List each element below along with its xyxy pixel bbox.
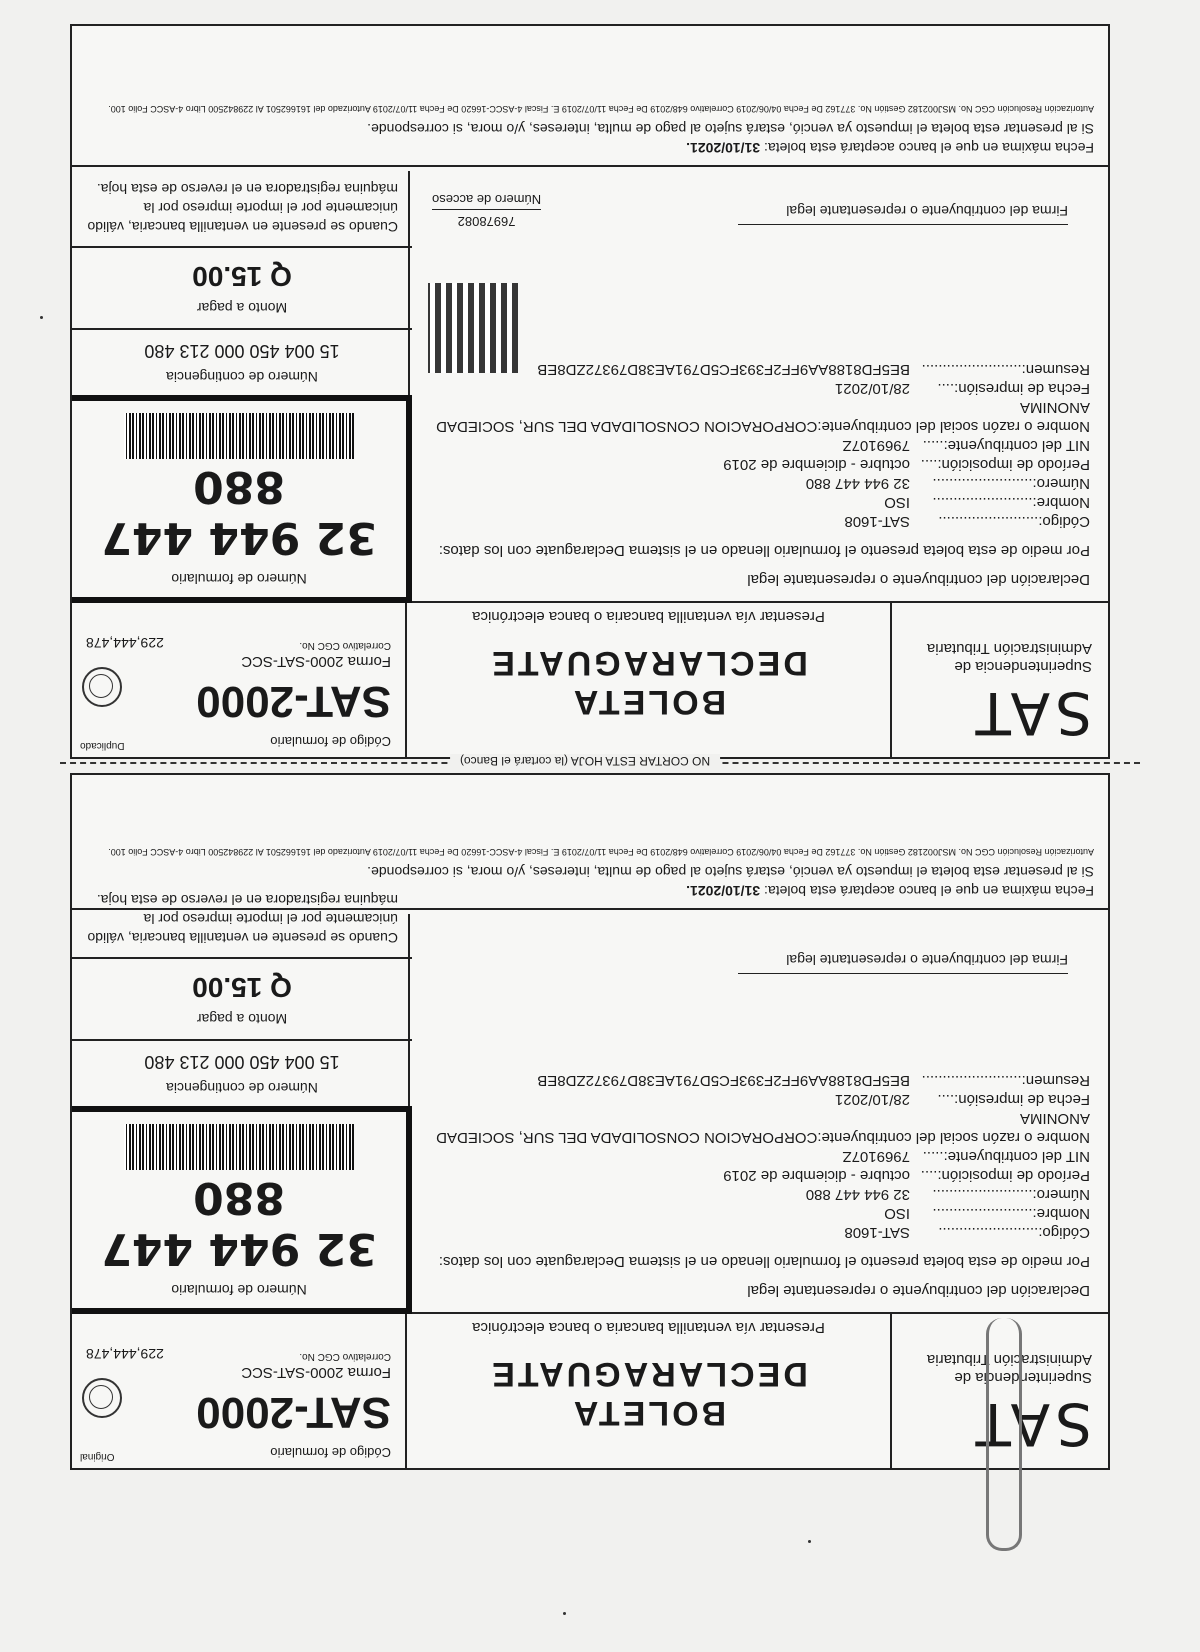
field-resumen: Resumen:........................ BE5FD8188AA9FF2F393FC5D791AE38D79372ZD8EB [537,1072,1090,1089]
boleta-duplicado [70,24,1110,759]
authority-block [890,603,1108,757]
form-number-label: Número de formulario [171,571,307,587]
form-number-box [72,395,412,603]
declaration-intro: Por medio de esta boleta presento el formulario llenado en el sistema Declaraguate con los datos: [438,542,1090,559]
contingency-label: Número de contingencia [166,1080,318,1096]
access-label: Número de acceso [432,190,541,210]
form-footer [72,838,1108,910]
deadline: Fecha máxima en que el banco aceptará esta boleta: 31/10/2021. [686,140,1094,156]
correlativo: Correlativo CGC No. 229,444,478 [86,635,391,651]
form-code-block [72,1314,405,1468]
sat-logo: SAT [971,1390,1092,1458]
copy-label: Duplicado [80,740,125,751]
form-number-label: Número de formulario [171,1282,307,1298]
dust-speck [808,1540,811,1543]
amount-box [72,246,412,328]
authority-line2: Administración Tributaria [926,1351,1092,1368]
contingency-number: 15 004 450 000 213 480 [144,341,340,361]
contingency-number: 15 004 450 000 213 480 [144,1052,340,1072]
form-number: 32 944 447 880 [101,1172,377,1274]
dust-speck [563,1612,566,1615]
form-number-box [72,1106,412,1314]
payment-column [72,169,412,603]
form-subtitle: Presentar vía ventanilla bancaria o banca electrónica [472,1319,825,1336]
field-nit: NIT del contribuyente:..... 7969107Z [842,437,1090,454]
cut-line: NO CORTAR ESTA HOJA (la cortará el Banco) [60,762,1140,764]
sat-logo: SAT [971,679,1092,747]
field-numero: Número:........................ 32 944 447 880 [805,1186,1090,1203]
qr-code-icon [428,283,518,373]
barcode-icon [124,413,354,459]
official-seal-icon [82,667,122,707]
bank-note: Cuando se presente en ventanilla bancaria, válido únicamente por el importe impreso por la máquina registradora en el reverso de esta hoja. [87,181,398,235]
amount-value: Q 15.00 [192,972,292,1003]
field-codigo: Código:........................ SAT-1608 [844,513,1090,530]
signature-line: Firma del contribuyente o representante legal [738,950,1068,974]
form-subtitle: Presentar vía ventanilla bancaria o banca electrónica [472,608,825,625]
form-name: Forma 2000-SAT-SCC [241,653,391,670]
form-number: 32 944 447 880 [101,461,377,563]
field-periodo: Período de imposición:.... octubre - diciembre de 2019 [723,1167,1090,1184]
amount-value: Q 15.00 [192,261,292,292]
amount-label: Monto a pagar [196,300,288,316]
field-periodo: Período de imposición:.... octubre - diciembre de 2019 [723,456,1090,473]
field-nombre: Nombre:........................ ISO [884,1205,1090,1222]
form-title: BOLETA DECLARAGUATE [489,1355,808,1432]
barcode-icon [124,1124,354,1170]
amount-box [72,957,412,1039]
declaration-intro: Por medio de esta boleta presento el formulario llenado en el sistema Declaraguate con los datos: [438,1253,1090,1270]
title-block [405,603,890,757]
form-code-block [72,603,405,757]
field-fecha: Fecha de impresión:.... 28/10/2021 [834,1091,1090,1108]
dust-speck [40,316,43,319]
field-numero: Número:........................ 32 944 447 880 [805,475,1090,492]
boleta-original [70,773,1110,1470]
form-code-label: Código de formulario [270,734,391,749]
amount-label: Monto a pagar [196,1011,288,1027]
contingency-box [72,1039,412,1106]
form-footer [72,95,1108,167]
declaration-label: Declaración del contribuyente o representante legal [747,1282,1090,1299]
late-note: Si al presentar esta boleta el impuesto ya venció, estará sujeto al pago de multa, intereses, y/o mora, si corresponde. [367,864,1094,880]
authority-line1: Superintendencia de [954,658,1092,675]
form-code: SAT-2000 [196,1388,391,1437]
contingency-box [72,328,412,395]
title-block [405,1314,890,1468]
paper-clip-icon [986,1318,1022,1551]
deadline: Fecha máxima en que el banco aceptará esta boleta: 31/10/2021. [686,883,1094,899]
legal-authorization: Autorización Resolución CGC No. MSJ002182 Gestión No. 377162 De Fecha 04/06/2019 Correlativo 648/2019 De Fecha 11/07/2019 E. Fiscal 4-ASCC-16620 De Fecha 11/07/2019 Autorizado del 161662501 Al 229842500 Libro 4-ASCC Folio 100. [108,847,1094,857]
declaration-label: Declaración del contribuyente o representante legal [747,571,1090,588]
copy-label: Original [80,1451,115,1462]
form-header [72,1312,1108,1468]
authority-line2: Administración Tributaria [926,640,1092,657]
declaration-section [408,171,1108,603]
payment-column [72,880,412,1314]
legal-authorization: Autorización Resolución CGC No. MSJ002182 Gestión No. 377162 De Fecha 04/06/2019 Correlativo 648/2019 De Fecha 11/07/2019 E. Fiscal 4-ASCC-16620 De Fecha 11/07/2019 Autorizado del 161662501 Al 229842500 Libro 4-ASCC Folio 100. [108,104,1094,114]
declaration-section [408,914,1108,1314]
field-razon: Nombre o razón social del contribuyente:CORPORACION CONSOLIDADA DEL SUR, SOCIEDAD ANONIMA [436,1110,1090,1146]
form-code: SAT-2000 [196,677,391,726]
field-razon: Nombre o razón social del contribuyente:CORPORACION CONSOLIDADA DEL SUR, SOCIEDAD ANONIMA [436,399,1090,435]
correlativo: Correlativo CGC No. 229,444,478 [86,1346,391,1362]
bank-note: Cuando se presente en ventanilla bancaria, válido únicamente por el importe impreso por la máquina registradora en el reverso de esta hoja. [87,892,398,946]
contingency-label: Número de contingencia [166,369,318,385]
late-note: Si al presentar esta boleta el impuesto ya venció, estará sujeto al pago de multa, intereses, y/o mora, si corresponde. [367,121,1094,137]
field-fecha: Fecha de impresión:.... 28/10/2021 [834,380,1090,397]
official-seal-icon [82,1378,122,1418]
field-codigo: Código:........................ SAT-1608 [844,1224,1090,1241]
field-resumen: Resumen:........................ BE5FD8188AA9FF2F393FC5D791AE38D79372ZD8EB [537,361,1090,378]
form-header [72,601,1108,757]
authority-line1: Superintendencia de [954,1369,1092,1386]
form-code-label: Código de formulario [270,1445,391,1460]
field-nombre: Nombre:........................ ISO [884,494,1090,511]
access-block [432,190,541,231]
signature-line: Firma del contribuyente o representante legal [738,201,1068,225]
field-nit: NIT del contribuyente:..... 7969107Z [842,1148,1090,1165]
form-name: Forma 2000-SAT-SCC [241,1364,391,1381]
form-title: BOLETA DECLARAGUATE [489,644,808,721]
access-number: 76978082 [457,214,516,229]
